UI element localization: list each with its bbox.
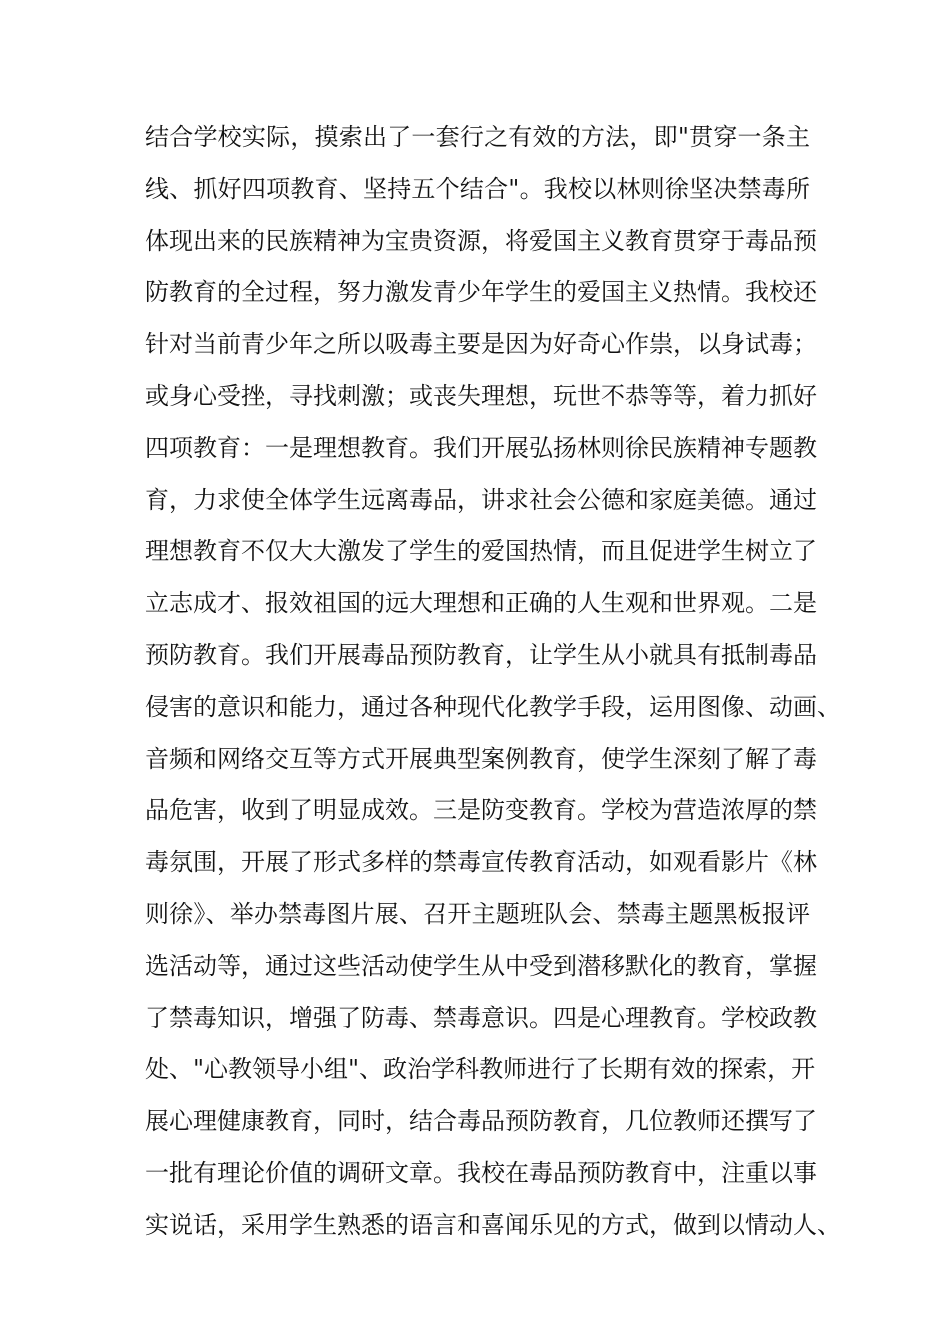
text-line: 立志成才、报效祖国的远大理想和正确的人生观和世界观。二是 bbox=[145, 589, 817, 618]
text-line: 品危害，收到了明显成效。三是防变教育。学校为营造浓厚的禁 bbox=[145, 796, 817, 825]
text-line: 四项教育：一是理想教育。我们开展弘扬林则徐民族精神专题教 bbox=[145, 433, 817, 462]
text-line: 防教育的全过程，努力激发青少年学生的爱国主义热情。我校还 bbox=[145, 278, 817, 307]
text-line: 育，力求使全体学生远离毒品，讲求社会公德和家庭美德。通过 bbox=[145, 485, 817, 514]
text-line: 音频和网络交互等方式开展典型案例教育，使学生深刻了解了毒 bbox=[145, 744, 817, 773]
text-line: 选活动等，通过这些活动使学生从中受到潜移默化的教育，掌握 bbox=[145, 951, 817, 980]
text-line: 了禁毒知识，增强了防毒、禁毒意识。四是心理教育。学校政教 bbox=[145, 1003, 817, 1032]
text-line: 针对当前青少年之所以吸毒主要是因为好奇心作祟，以身试毒； bbox=[145, 330, 817, 359]
text-line: 侵害的意识和能力，通过各种现代化教学手段，运用图像、动画、 bbox=[145, 692, 841, 721]
text-line: 预防教育。我们开展毒品预防教育，让学生从小就具有抵制毒品 bbox=[145, 640, 817, 669]
text-line: 展心理健康教育，同时，结合毒品预防教育，几位教师还撰写了 bbox=[145, 1107, 817, 1136]
body-paragraph bbox=[145, 112, 841, 1252]
text-line: 线、抓好四项教育、坚持五个结合"。我校以林则徐坚决禁毒所 bbox=[145, 174, 810, 203]
text-line: 实说话，采用学生熟悉的语言和喜闻乐见的方式，做到以情动人、 bbox=[145, 1210, 841, 1239]
text-line: 结合学校实际，摸索出了一套行之有效的方法，即"贯穿一条主 bbox=[145, 123, 810, 151]
text-line: 理想教育不仅大大激发了学生的爱国热情，而且促进学生树立了 bbox=[145, 537, 817, 566]
text-line: 处、"心教领导小组"、政治学科教师进行了长期有效的探索，开 bbox=[145, 1055, 816, 1084]
text-line: 毒氛围，开展了形式多样的禁毒宣传教育活动，如观看影片《林 bbox=[145, 848, 817, 877]
text-line: 则徐》、举办禁毒图片展、召开主题班队会、禁毒主题黑板报评 bbox=[145, 899, 810, 928]
text-line: 一批有理论价值的调研文章。我校在毒品预防教育中，注重以事 bbox=[145, 1158, 817, 1187]
text-line: 或身心受挫，寻找刺激；或丧失理想，玩世不恭等等，着力抓好 bbox=[145, 381, 817, 410]
text-line: 体现出来的民族精神为宝贵资源，将爱国主义教育贯穿于毒品预 bbox=[145, 226, 817, 255]
